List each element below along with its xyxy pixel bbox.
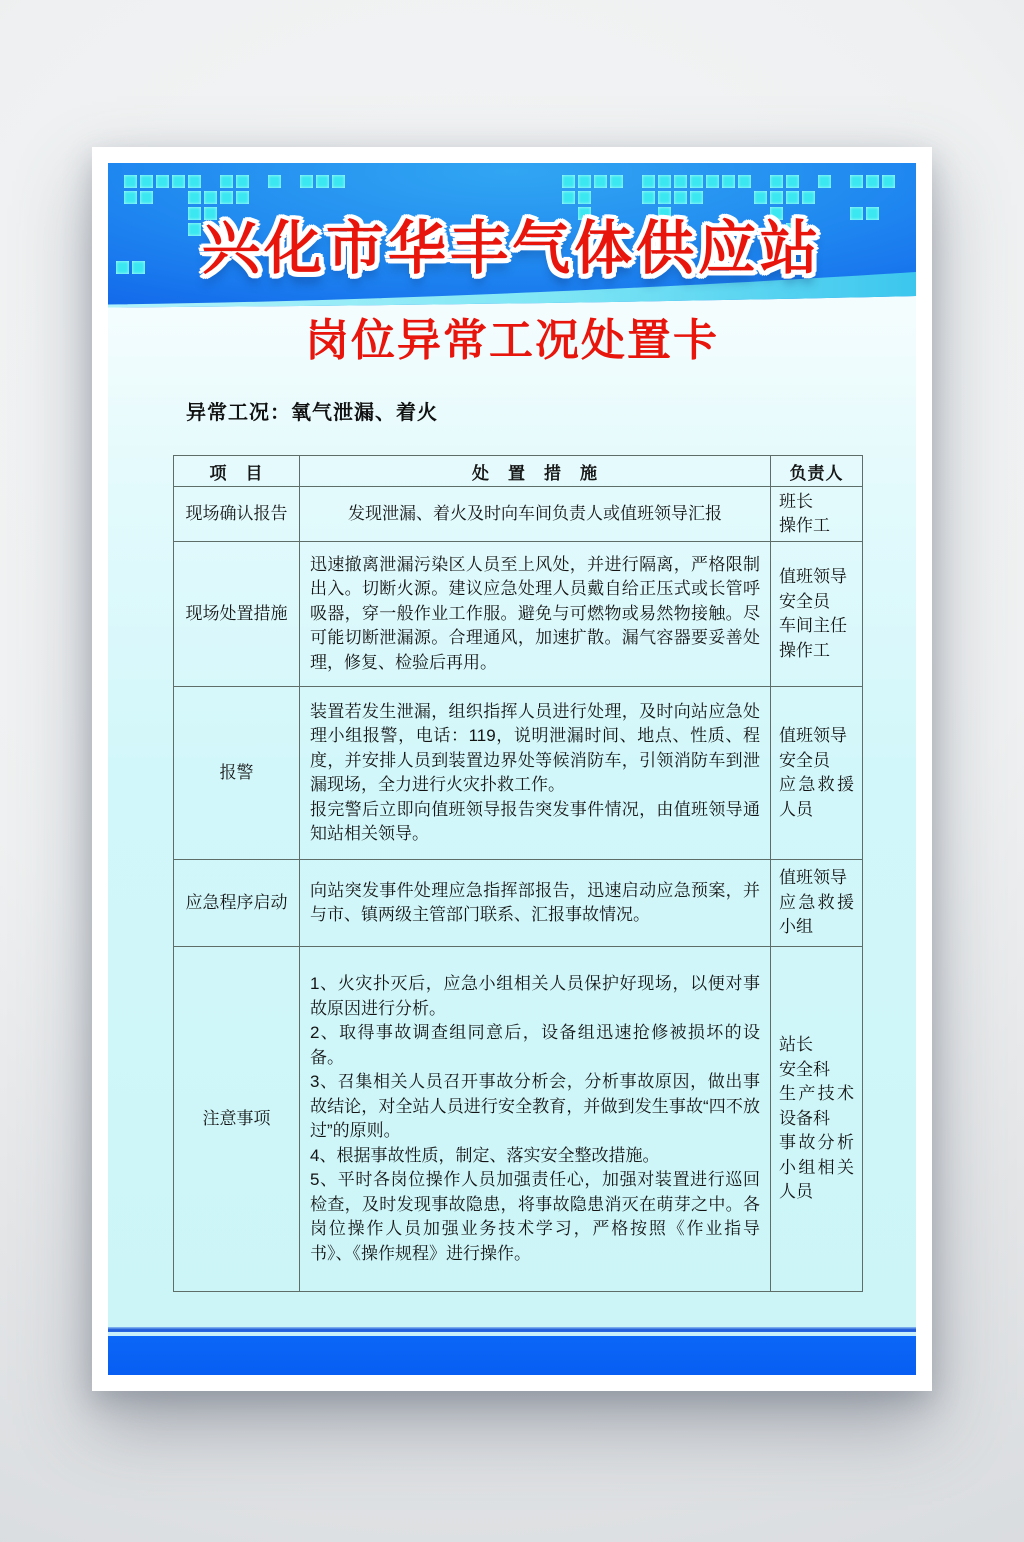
col-header-item: 项 目 [174,456,300,487]
pixel-square [610,175,623,188]
responsible-person: 安全员 [779,750,830,770]
table-row [174,542,863,687]
measures-cell [300,542,771,687]
pixel-square [156,175,169,188]
item-cell: 现场确认报告 [174,487,300,542]
pixel-square [562,175,575,188]
pixel-square [642,175,655,188]
measure-paragraph: 装置若发生泄漏，组织指挥人员进行处理，及时向站应急处理小组报警，电话：119，说明泄漏时间、地点、性质、程度，并安排人员到装置边界处等候消防车，引领消防车到泄漏现场，全力进行火灾扑救工作。 [310,701,760,794]
pixel-square [770,175,783,188]
responsible-cell [771,487,863,542]
measure-paragraph: 发现泄漏、着火及时向车间负责人或值班领导汇报 [348,503,722,523]
measure-paragraph: 3、召集相关人员召开事故分析会，分析事故原因，做出事故结论，对全站人员进行安全教育，并做到发生事故“四不放过”的原则。 [310,1072,760,1140]
pixel-square [674,175,687,188]
pixel-square [268,175,281,188]
table-row [174,860,863,947]
item-cell: 现场处置措施 [174,542,300,687]
table-row [174,687,863,860]
header-banner [108,163,916,310]
table-header-row [174,456,863,487]
measure-paragraph: 4、根据事故性质，制定、落实安全整改措施。 [310,1145,660,1165]
poster-body [108,310,916,1327]
measure-paragraph: 报完警后立即向值班领导报告突发事件情况，由值班领导通知站相关领导。 [310,799,760,843]
pixel-square [850,175,863,188]
measure-paragraph: 向站突发事件处理应急指挥部报告，迅速启动应急预案，并与市、镇两级主管部门联系、汇报事故情况。 [310,880,760,924]
pixel-square [690,175,703,188]
responsible-person: 值班领导 [779,726,847,745]
pixel-square [140,175,153,188]
pixel-square [786,175,799,188]
measures-cell [300,947,771,1292]
pixel-square [818,175,831,188]
responsible-person: 应急救援小组 [779,892,854,937]
pixel-square [882,175,895,188]
pixel-square [332,175,345,188]
measures-cell [300,687,771,860]
responsible-person: 值班领导 [779,868,847,888]
footer-band [108,1336,916,1375]
pixel-square [220,175,233,188]
pixel-square [722,175,735,188]
station-title: 兴化市华丰气体供应站 [201,216,822,281]
responsible-person: 操作工 [779,516,830,535]
responsible-cell [771,687,863,860]
pixel-square [706,175,719,188]
col-header-measures: 处 置 措 施 [300,456,771,487]
responsible-cell [771,860,863,947]
poster-sheet [92,147,932,1391]
measure-paragraph: 1、火灾扑灭后，应急小组相关人员保护好现场，以便对事故原因进行分析。 [310,974,760,1018]
pixel-square [578,175,591,188]
card-title: 岗位异常工况处置卡 [305,316,719,365]
item-cell: 报警 [174,687,300,860]
responsible-person: 生产技术设备科 [779,1084,854,1128]
responsible-person: 操作工 [779,640,830,660]
responsible-person: 安全科 [779,1059,830,1079]
pixel-square [188,175,201,188]
measures-cell [300,487,771,542]
responsible-cell [771,947,863,1292]
table-row [174,947,863,1292]
disposal-table [173,455,863,1292]
item-cell: 注意事项 [174,947,300,1292]
measures-cell [300,860,771,947]
responsible-person: 安全员 [779,591,830,611]
item-cell: 应急程序启动 [174,860,300,947]
pixel-square [236,175,249,188]
measure-paragraph: 迅速撤离泄漏污染区人员至上风处，并进行隔离，严格限制出入。切断火源。建议应急处理人员戴自给正压式或长管呼吸器，穿一般作业工作服。避免与可燃物或易然物接触。尽可能切断泄漏源。合理通风，加速扩散。漏气容器要妥善处理，修复、检验后再用。 [310,554,760,672]
responsible-person: 站长 [779,1035,813,1055]
pixel-square [658,175,671,188]
table-row [174,487,863,542]
pixel-square [738,175,751,188]
pixel-square [124,175,137,188]
pixel-square [316,175,329,188]
responsible-person: 值班领导 [779,567,847,586]
measure-paragraph: 2、取得事故调查组同意后，设备组迅速抢修被损坏的设备。 [310,1023,760,1067]
pixel-square [866,175,879,188]
pixel-square [300,175,313,188]
responsible-person: 应急救援人员 [779,775,854,819]
measure-paragraph: 5、平时各岗位操作人员加强责任心，加强对装置进行巡回检查，及时发现事故隐患，将事故隐患消灭在萌芽之中。各岗位操作人员加强业务技术学习，严格按照《作业指导书》、《操作规程》进行操作。 [310,1170,760,1263]
pixel-square [172,175,185,188]
responsible-cell [771,542,863,687]
abnormal-condition-line: 异常工况：氧气泄漏、着火 [186,402,438,424]
responsible-person: 班长 [779,491,813,511]
responsible-person: 车间主任 [779,616,847,635]
col-header-responsible: 负责人 [771,456,863,487]
pixel-square [594,175,607,188]
responsible-person: 事故分析小组相关人员 [779,1133,854,1202]
